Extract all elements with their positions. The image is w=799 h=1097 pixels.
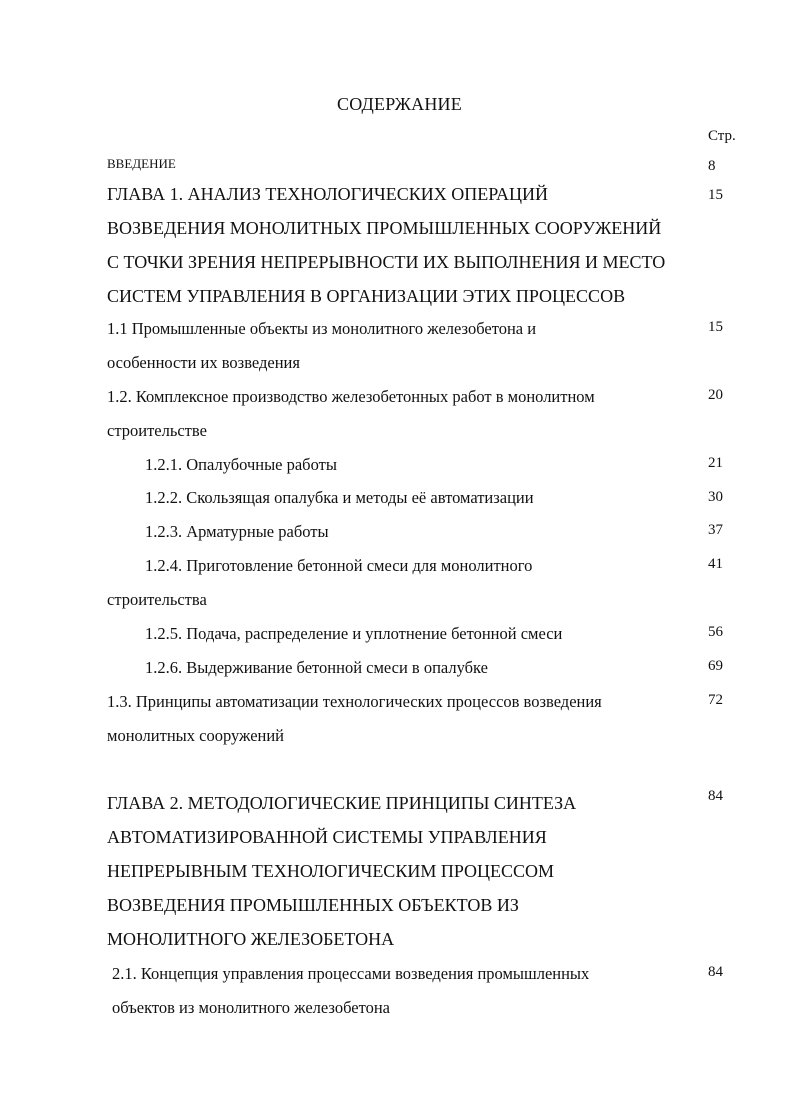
toc-section-1-2: строительстве: [107, 421, 207, 440]
toc-chapter-1-title: С ТОЧКИ ЗРЕНИЯ НЕПРЕРЫВНОСТИ ИХ ВЫПОЛНЕНИЯ И МЕСТО: [107, 252, 666, 272]
toc-chapter-1-title: ВОЗВЕДЕНИЯ МОНОЛИТНЫХ ПРОМЫШЛЕННЫХ СООРУЖЕНИЙ: [107, 218, 662, 238]
toc-page-number: 15: [708, 187, 723, 203]
toc-chapter-2-title: НЕПРЕРЫВНЫМ ТЕХНОЛОГИЧЕСКИМ ПРОЦЕССОМ: [107, 861, 555, 881]
toc-section-1-3: 1.3. Принципы автоматизации технологических процессов возведения: [107, 692, 602, 711]
toc-page-number: 41: [708, 556, 723, 572]
page-title: СОДЕРЖАНИЕ: [337, 94, 462, 114]
toc-page-number: 21: [708, 455, 723, 471]
toc-subsection-1-2-6: 1.2.6. Выдерживание бетонной смеси в опалубке: [145, 658, 488, 677]
toc-subsection-1-2-1: 1.2.1. Опалубочные работы: [145, 455, 337, 474]
toc-chapter-2-title: ГЛАВА 2. МЕТОДОЛОГИЧЕСКИЕ ПРИНЦИПЫ СИНТЕЗА: [107, 793, 577, 813]
toc-section-1-2: 1.2. Комплексное производство железобетонных работ в монолитном: [107, 387, 595, 406]
toc-subsection-1-2-3: 1.2.3. Арматурные работы: [145, 522, 329, 541]
toc-page-number: 8: [708, 158, 716, 174]
toc-page-number: 56: [708, 624, 723, 640]
page-column-label: Стр.: [708, 128, 736, 144]
toc-page-number: 72: [708, 692, 723, 708]
toc-page-number: 20: [708, 387, 723, 403]
toc-chapter-2-title: МОНОЛИТНОГО ЖЕЛЕЗОБЕТОНА: [107, 929, 395, 949]
toc-page-number: 30: [708, 489, 723, 505]
toc-section-1-3: монолитных сооружений: [107, 726, 285, 745]
toc-subsection-1-2-4: 1.2.4. Приготовление бетонной смеси для монолитного: [145, 556, 533, 575]
toc-entry-introduction: ВВЕДЕНИЕ: [107, 156, 176, 171]
toc-subsection-1-2-5: 1.2.5. Подача, распределение и уплотнение бетонной смеси: [145, 624, 563, 643]
toc-chapter-1-title: СИСТЕМ УПРАВЛЕНИЯ В ОРГАНИЗАЦИИ ЭТИХ ПРОЦЕССОВ: [107, 286, 626, 306]
toc-page-number: 37: [708, 522, 723, 538]
toc-page-number: 84: [708, 788, 723, 804]
toc-page-number: 15: [708, 319, 723, 335]
toc-subsection-1-2-4: строительства: [107, 590, 207, 609]
toc-page-number: 69: [708, 658, 723, 674]
toc-chapter-2-title: АВТОМАТИЗИРОВАННОЙ СИСТЕМЫ УПРАВЛЕНИЯ: [107, 827, 547, 847]
toc-section-2-1: 2.1. Концепция управления процессами возведения промышленных: [112, 964, 590, 983]
toc-section-1-1: 1.1 Промышленные объекты из монолитного железобетона и: [107, 319, 537, 338]
toc-chapter-2-title: ВОЗВЕДЕНИЯ ПРОМЫШЛЕННЫХ ОБЪЕКТОВ ИЗ: [107, 895, 519, 915]
toc-section-1-1: особенности их возведения: [107, 353, 300, 372]
toc-chapter-1-title: ГЛАВА 1. АНАЛИЗ ТЕХНОЛОГИЧЕСКИХ ОПЕРАЦИЙ: [107, 184, 548, 204]
toc-subsection-1-2-2: 1.2.2. Скользящая опалубка и методы её автоматизации: [145, 488, 534, 507]
toc-section-2-1: объектов из монолитного железобетона: [112, 998, 390, 1017]
toc-page-number: 84: [708, 964, 723, 980]
